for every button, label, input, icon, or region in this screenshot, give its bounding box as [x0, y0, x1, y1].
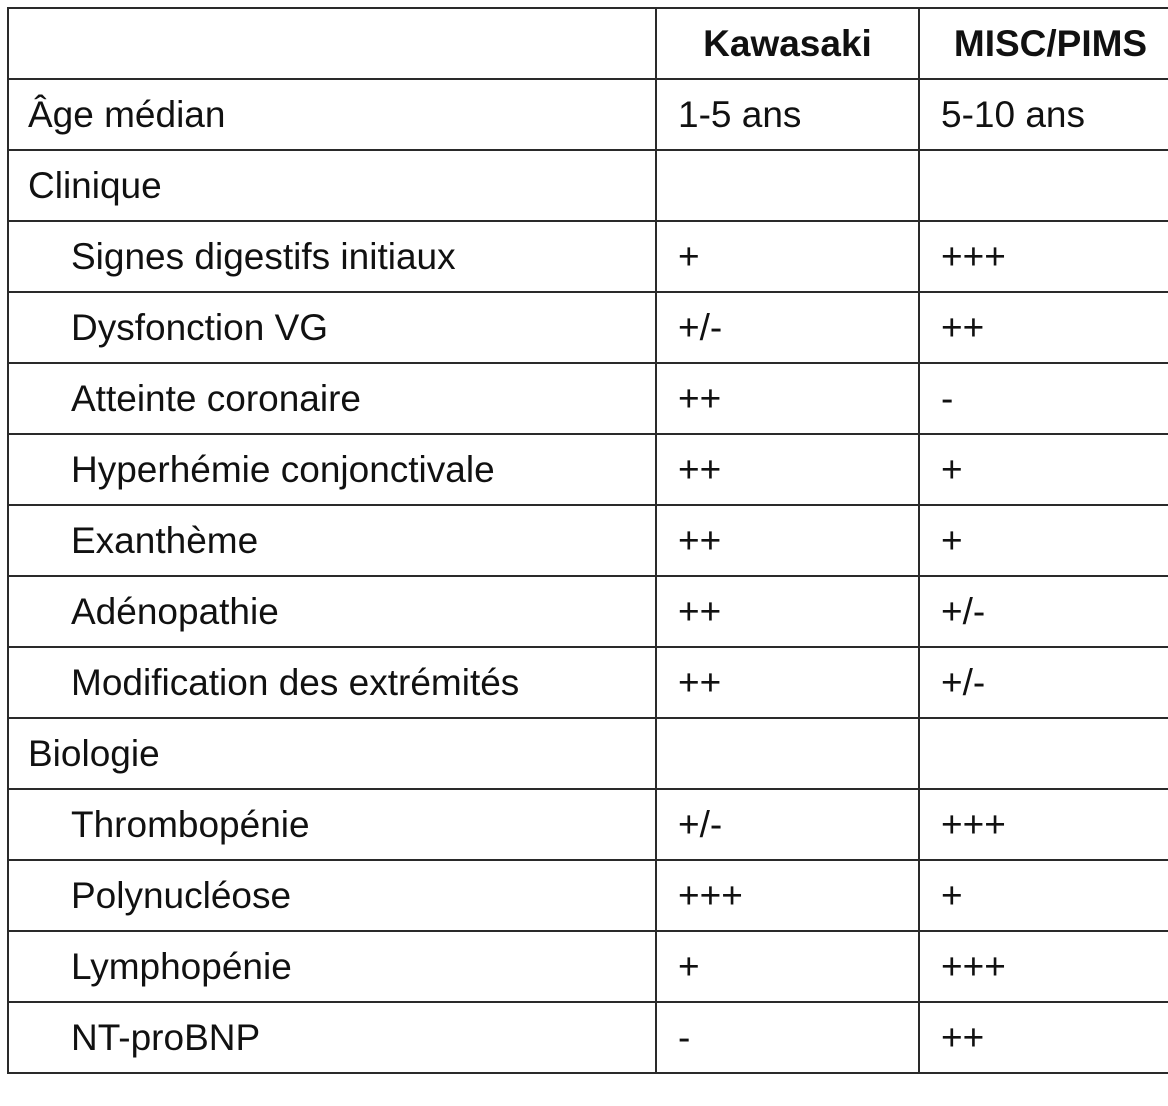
header-row [8, 8, 1168, 79]
column-header-misc-pims: MISC/PIMS [919, 8, 1168, 79]
row-label: Thrombopénie [8, 789, 656, 860]
row-label: NT-proBNP [8, 1002, 656, 1073]
cell-misc-pims: +++ [919, 789, 1168, 860]
section-label: Biologie [8, 718, 656, 789]
table-row [8, 1002, 1168, 1073]
cell-kawasaki: ++ [656, 576, 919, 647]
cell-kawasaki: +/- [656, 292, 919, 363]
section-row-clinique [8, 150, 1168, 221]
cell-kawasaki: 1-5 ans [656, 79, 919, 150]
cell-misc-pims: ++ [919, 292, 1168, 363]
cell-misc-pims: - [919, 363, 1168, 434]
table-row [8, 221, 1168, 292]
cell-misc-pims: +/- [919, 576, 1168, 647]
section-row-biologie [8, 718, 1168, 789]
cell-misc-pims: 5-10 ans [919, 79, 1168, 150]
cell-kawasaki [656, 150, 919, 221]
cell-misc-pims: + [919, 434, 1168, 505]
table-row [8, 931, 1168, 1002]
row-label: Hyperhémie conjonctivale [8, 434, 656, 505]
cell-kawasaki: ++ [656, 363, 919, 434]
cell-kawasaki [656, 718, 919, 789]
row-label: Lymphopénie [8, 931, 656, 1002]
cell-kawasaki: + [656, 221, 919, 292]
section-label: Clinique [8, 150, 656, 221]
comparison-table [7, 7, 1168, 1074]
cell-kawasaki: +++ [656, 860, 919, 931]
table-row [8, 505, 1168, 576]
cell-misc-pims [919, 718, 1168, 789]
cell-kawasaki: ++ [656, 505, 919, 576]
cell-kawasaki: +/- [656, 789, 919, 860]
cell-misc-pims [919, 150, 1168, 221]
cell-kawasaki: - [656, 1002, 919, 1073]
cell-misc-pims: ++ [919, 1002, 1168, 1073]
column-header-kawasaki: Kawasaki [656, 8, 919, 79]
row-label: Dysfonction VG [8, 292, 656, 363]
cell-misc-pims: + [919, 860, 1168, 931]
row-label: Modification des extrémités [8, 647, 656, 718]
table-row [8, 79, 1168, 150]
table-row [8, 647, 1168, 718]
table-row [8, 789, 1168, 860]
header-corner-cell [8, 8, 656, 79]
table-row [8, 363, 1168, 434]
row-label: Polynucléose [8, 860, 656, 931]
table-row [8, 434, 1168, 505]
table-row [8, 292, 1168, 363]
row-label: Signes digestifs initiaux [8, 221, 656, 292]
cell-misc-pims: +++ [919, 221, 1168, 292]
row-label: Adénopathie [8, 576, 656, 647]
cell-kawasaki: ++ [656, 647, 919, 718]
cell-misc-pims: +/- [919, 647, 1168, 718]
cell-misc-pims: +++ [919, 931, 1168, 1002]
row-label: Atteinte coronaire [8, 363, 656, 434]
table-row [8, 860, 1168, 931]
cell-misc-pims: + [919, 505, 1168, 576]
table-row [8, 576, 1168, 647]
row-label: Âge médian [8, 79, 656, 150]
cell-kawasaki: + [656, 931, 919, 1002]
row-label: Exanthème [8, 505, 656, 576]
cell-kawasaki: ++ [656, 434, 919, 505]
